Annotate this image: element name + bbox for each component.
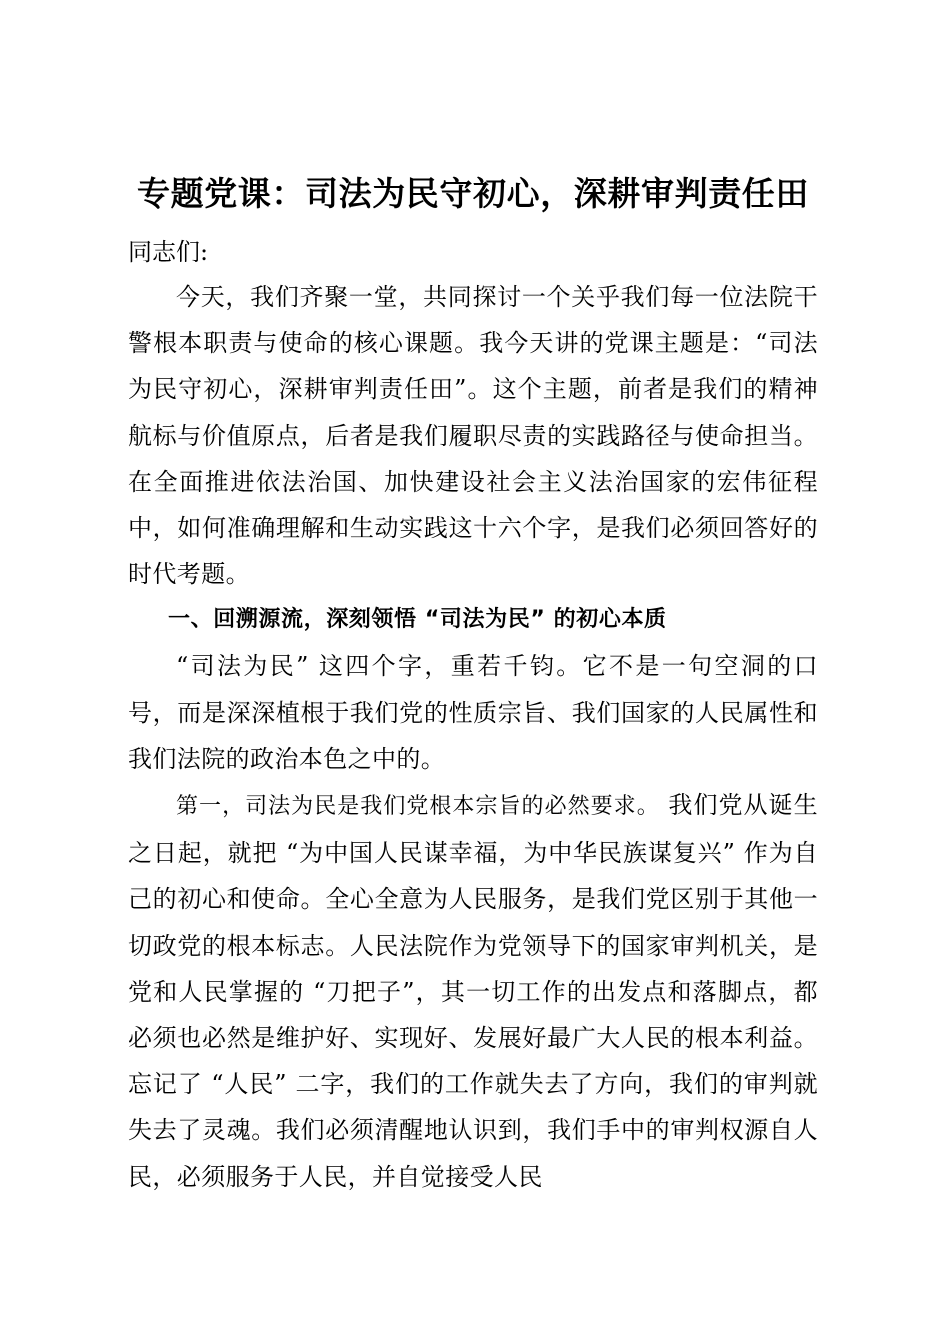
section-heading-1: 一、回溯源流，深刻领悟 “司法为民” 的初心本质 [168, 607, 667, 633]
point-1-body: 我们党从诞生之日起，就把 “为中国人民谋幸福，为中华民族谋复兴” 作为自己的初心和使命。全心全意为人民服务，是我们党区别于其他一切政党的根本标志。人民法院作为党领导下的国家审判机关，是党和人民掌握的 “刀把子”，其一切工作的出发点和落脚点，都必须也必然是维护好、实现好、发展好最广大人民的根本利益。忘记了 “人民” 二字，我们的工作就失去了方向，我们的审判就失去了灵魂。我们必须清醒地认识到，我们手中的审判权源自人民，必须服务于人民，并自觉接受人民 [128, 791, 818, 1191]
salutation: 同志们: [128, 238, 209, 266]
section-1-intro-paragraph: “司法为民” 这四个字，重若千钧。它不是一句空洞的口号，而是深深植根于我们党的性质宗旨、我们国家的人民属性和我们法院的政治本色之中的。 [128, 652, 818, 773]
point-1-paragraph [128, 782, 818, 1200]
document-title: 专题党课：司法为民守初心，深耕审判责任田 [137, 174, 809, 213]
point-1-lead: 第一，司法为民是我们党根本宗旨的必然要求。 [176, 794, 660, 820]
intro-paragraph: 今天，我们齐聚一堂，共同探讨一个关乎我们每一位法院干警根本职责与使命的核心课题。我今天讲的党课主题是：“司法为民守初心，深耕审判责任田”。这个主题，前者是我们的精神航标与价值原点，后者是我们履职尽责的实践路径与使命担当。在全面推进依法治国、加快建设社会主义法治国家的宏伟征程中，如何准确理解和生动实践这十六个字，是我们必须回答好的时代考题。 [128, 283, 818, 589]
document-page [128, 168, 818, 1200]
